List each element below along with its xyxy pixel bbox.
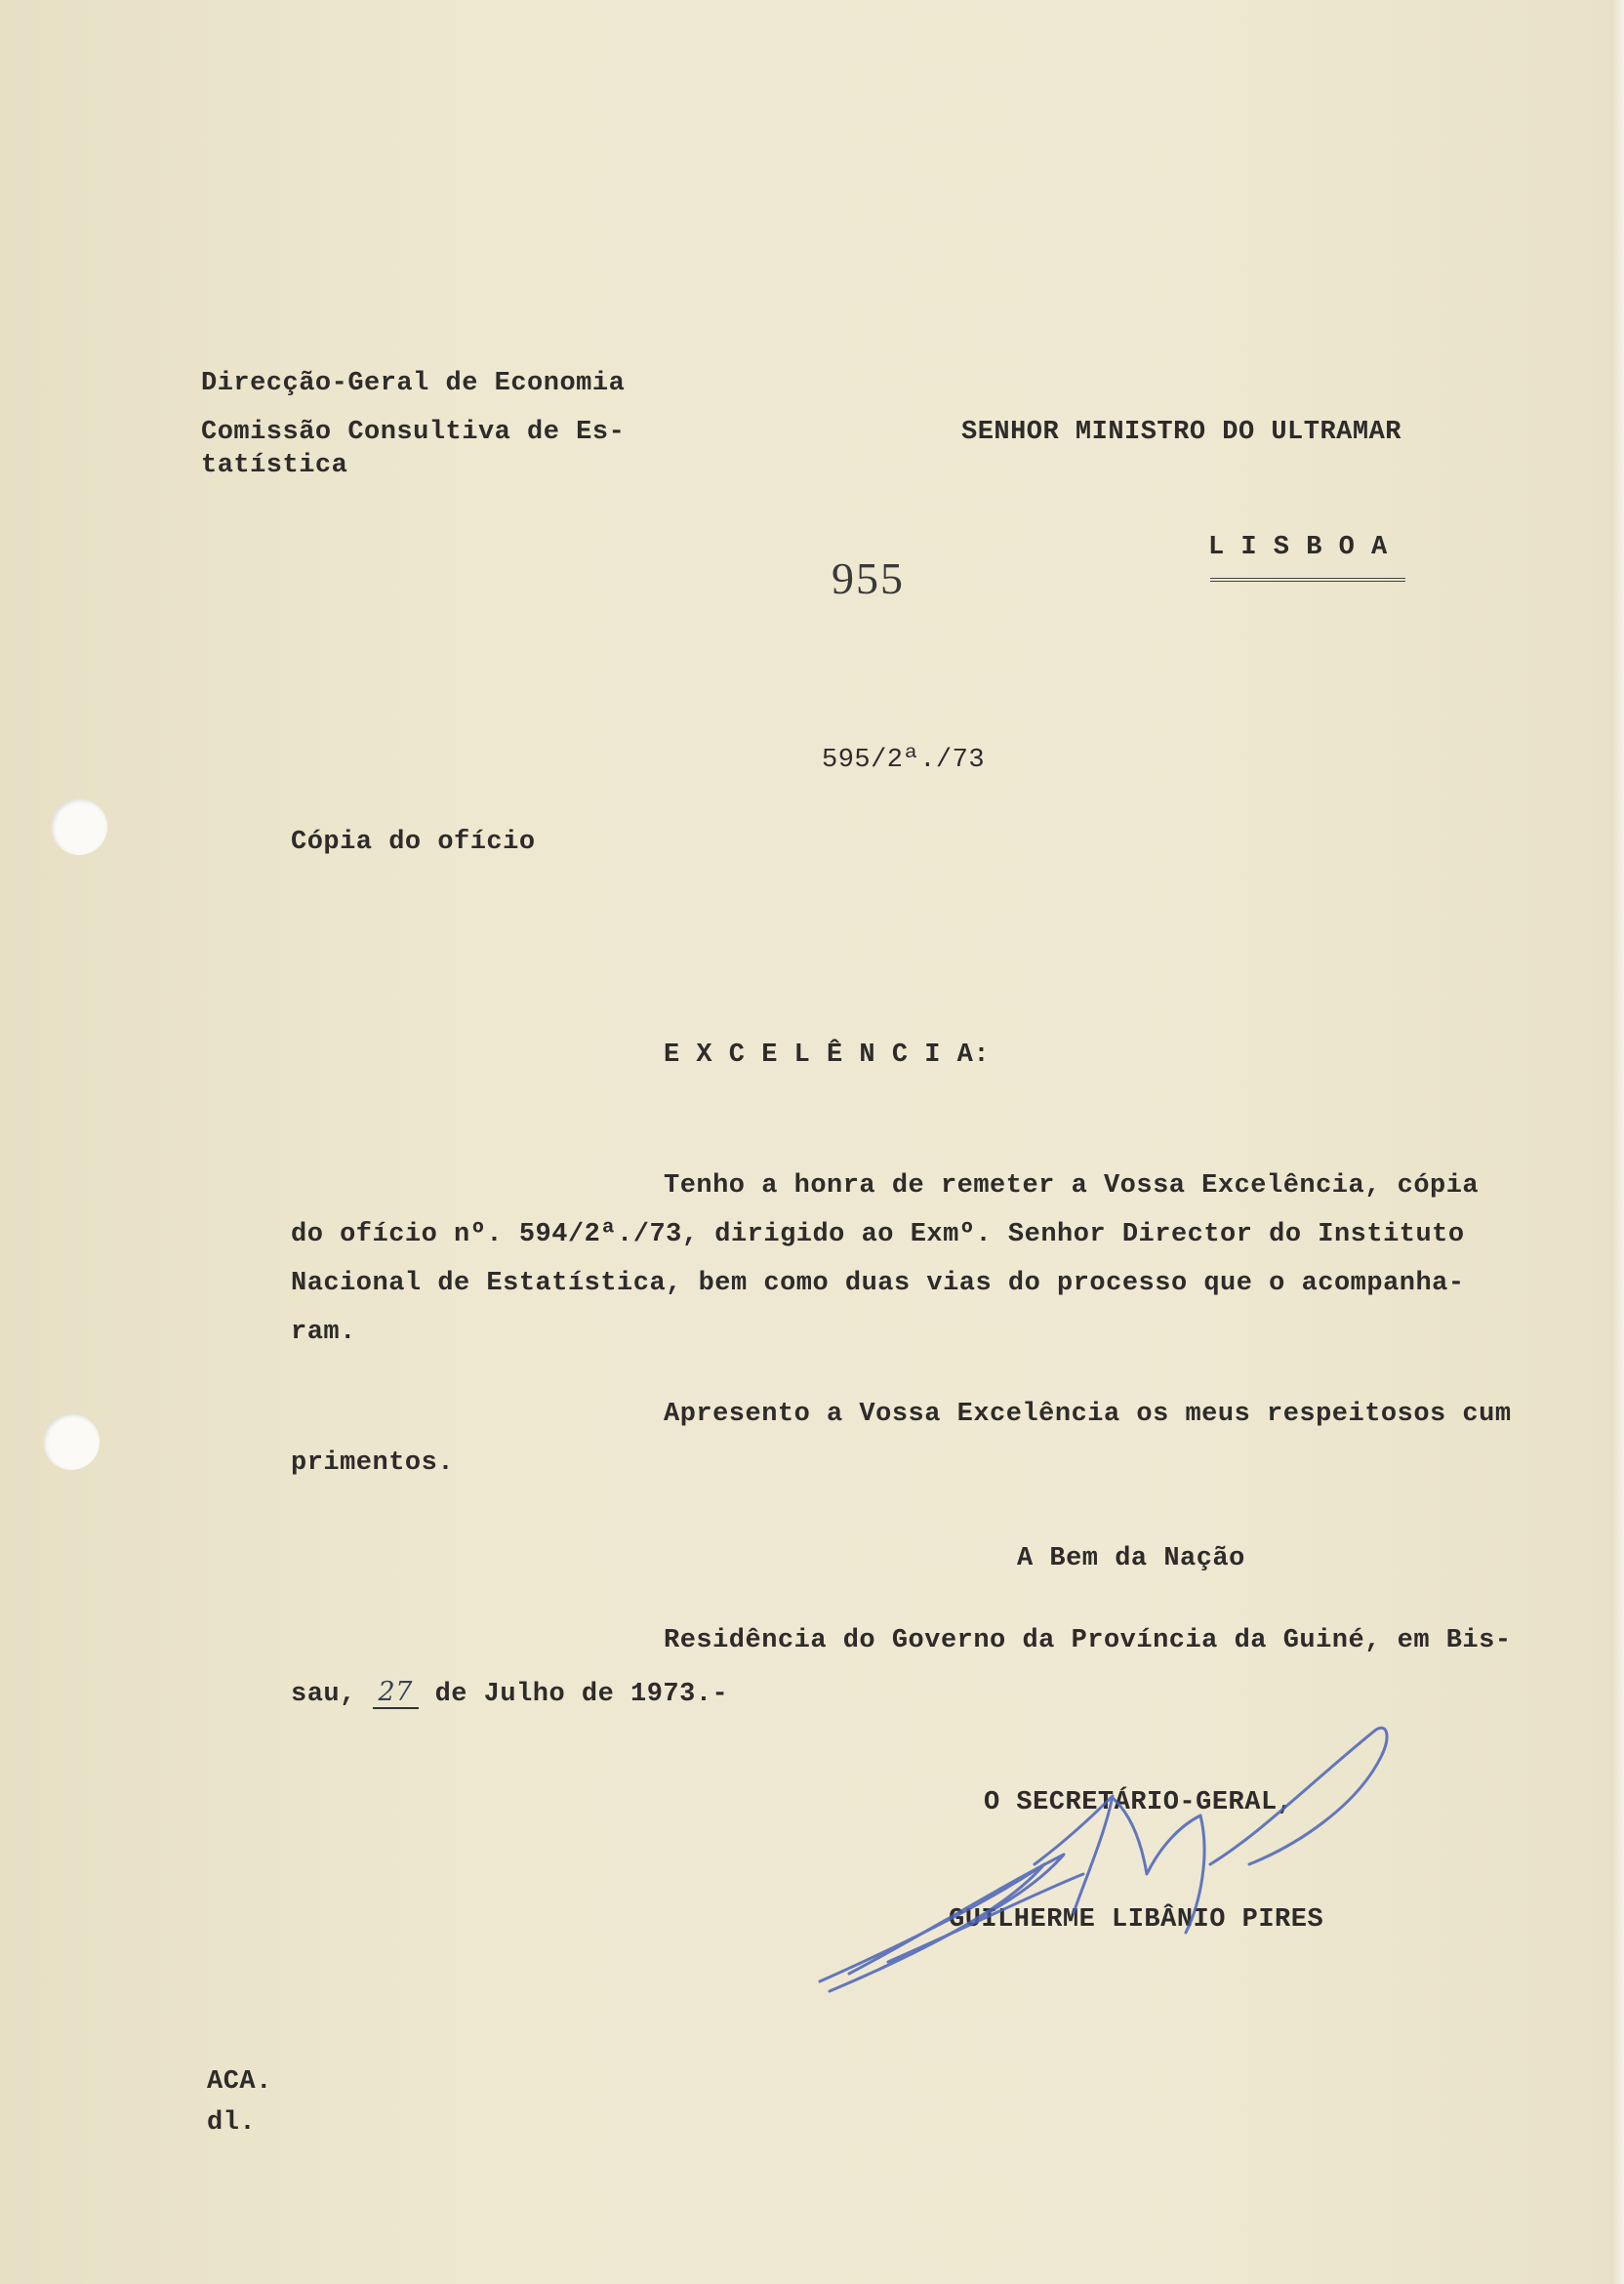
punch-hole-top <box>51 798 107 855</box>
body-line-5: Apresento a Vossa Excelência os meus respeitosos cum <box>664 1400 1512 1429</box>
stamp-number: 955 <box>832 553 905 603</box>
place-line-1: Residência do Governo da Província da Guiné, em Bis- <box>664 1626 1512 1655</box>
addressee-city: L I S B O A <box>1208 533 1388 562</box>
initials-a: ACA. <box>207 2067 272 2097</box>
signatory-name: GUILHERME LIBÂNIO PIRES <box>949 1905 1324 1935</box>
addressee-line: SENHOR MINISTRO DO ULTRAMAR <box>961 418 1401 447</box>
sender-line-2: Comissão Consultiva de Es- <box>201 418 626 447</box>
body-line-4: ram. <box>291 1318 356 1347</box>
handwritten-day: 27 <box>373 1677 419 1709</box>
paper-edge <box>1610 0 1624 2284</box>
initials-b: dl. <box>207 2108 257 2138</box>
handwritten-signature <box>791 1718 1396 2011</box>
body-line-1: Tenho a honra de remeter a Vossa Excelência, cópia <box>664 1171 1480 1201</box>
salutation: E X C E L Ê N C I A: <box>664 1040 991 1070</box>
body-line-3: Nacional de Estatística, bem como duas vias do processo que o acompanha- <box>291 1269 1465 1298</box>
subject-line: Cópia do ofício <box>291 828 536 857</box>
place-prefix: sau, <box>291 1680 356 1709</box>
body-line-2: do ofício nº. 594/2ª./73, dirigido ao Exmº. Senhor Director do Instituto <box>291 1220 1465 1249</box>
reference-number: 595/2ª./73 <box>822 746 986 775</box>
body-line-6: primentos. <box>291 1448 455 1478</box>
sender-line-1: Direcção-Geral de Economia <box>201 369 626 398</box>
sender-line-3: tatística <box>201 451 348 480</box>
signatory-title: O SECRETÁRIO-GERAL, <box>984 1788 1294 1817</box>
place-suffix: de Julho de 1973.- <box>434 1680 729 1709</box>
place-line-2 <box>291 1677 728 1709</box>
city-underline <box>1210 578 1405 582</box>
punch-hole-bottom <box>43 1413 100 1470</box>
closing-formula: A Bem da Nação <box>1017 1544 1245 1573</box>
